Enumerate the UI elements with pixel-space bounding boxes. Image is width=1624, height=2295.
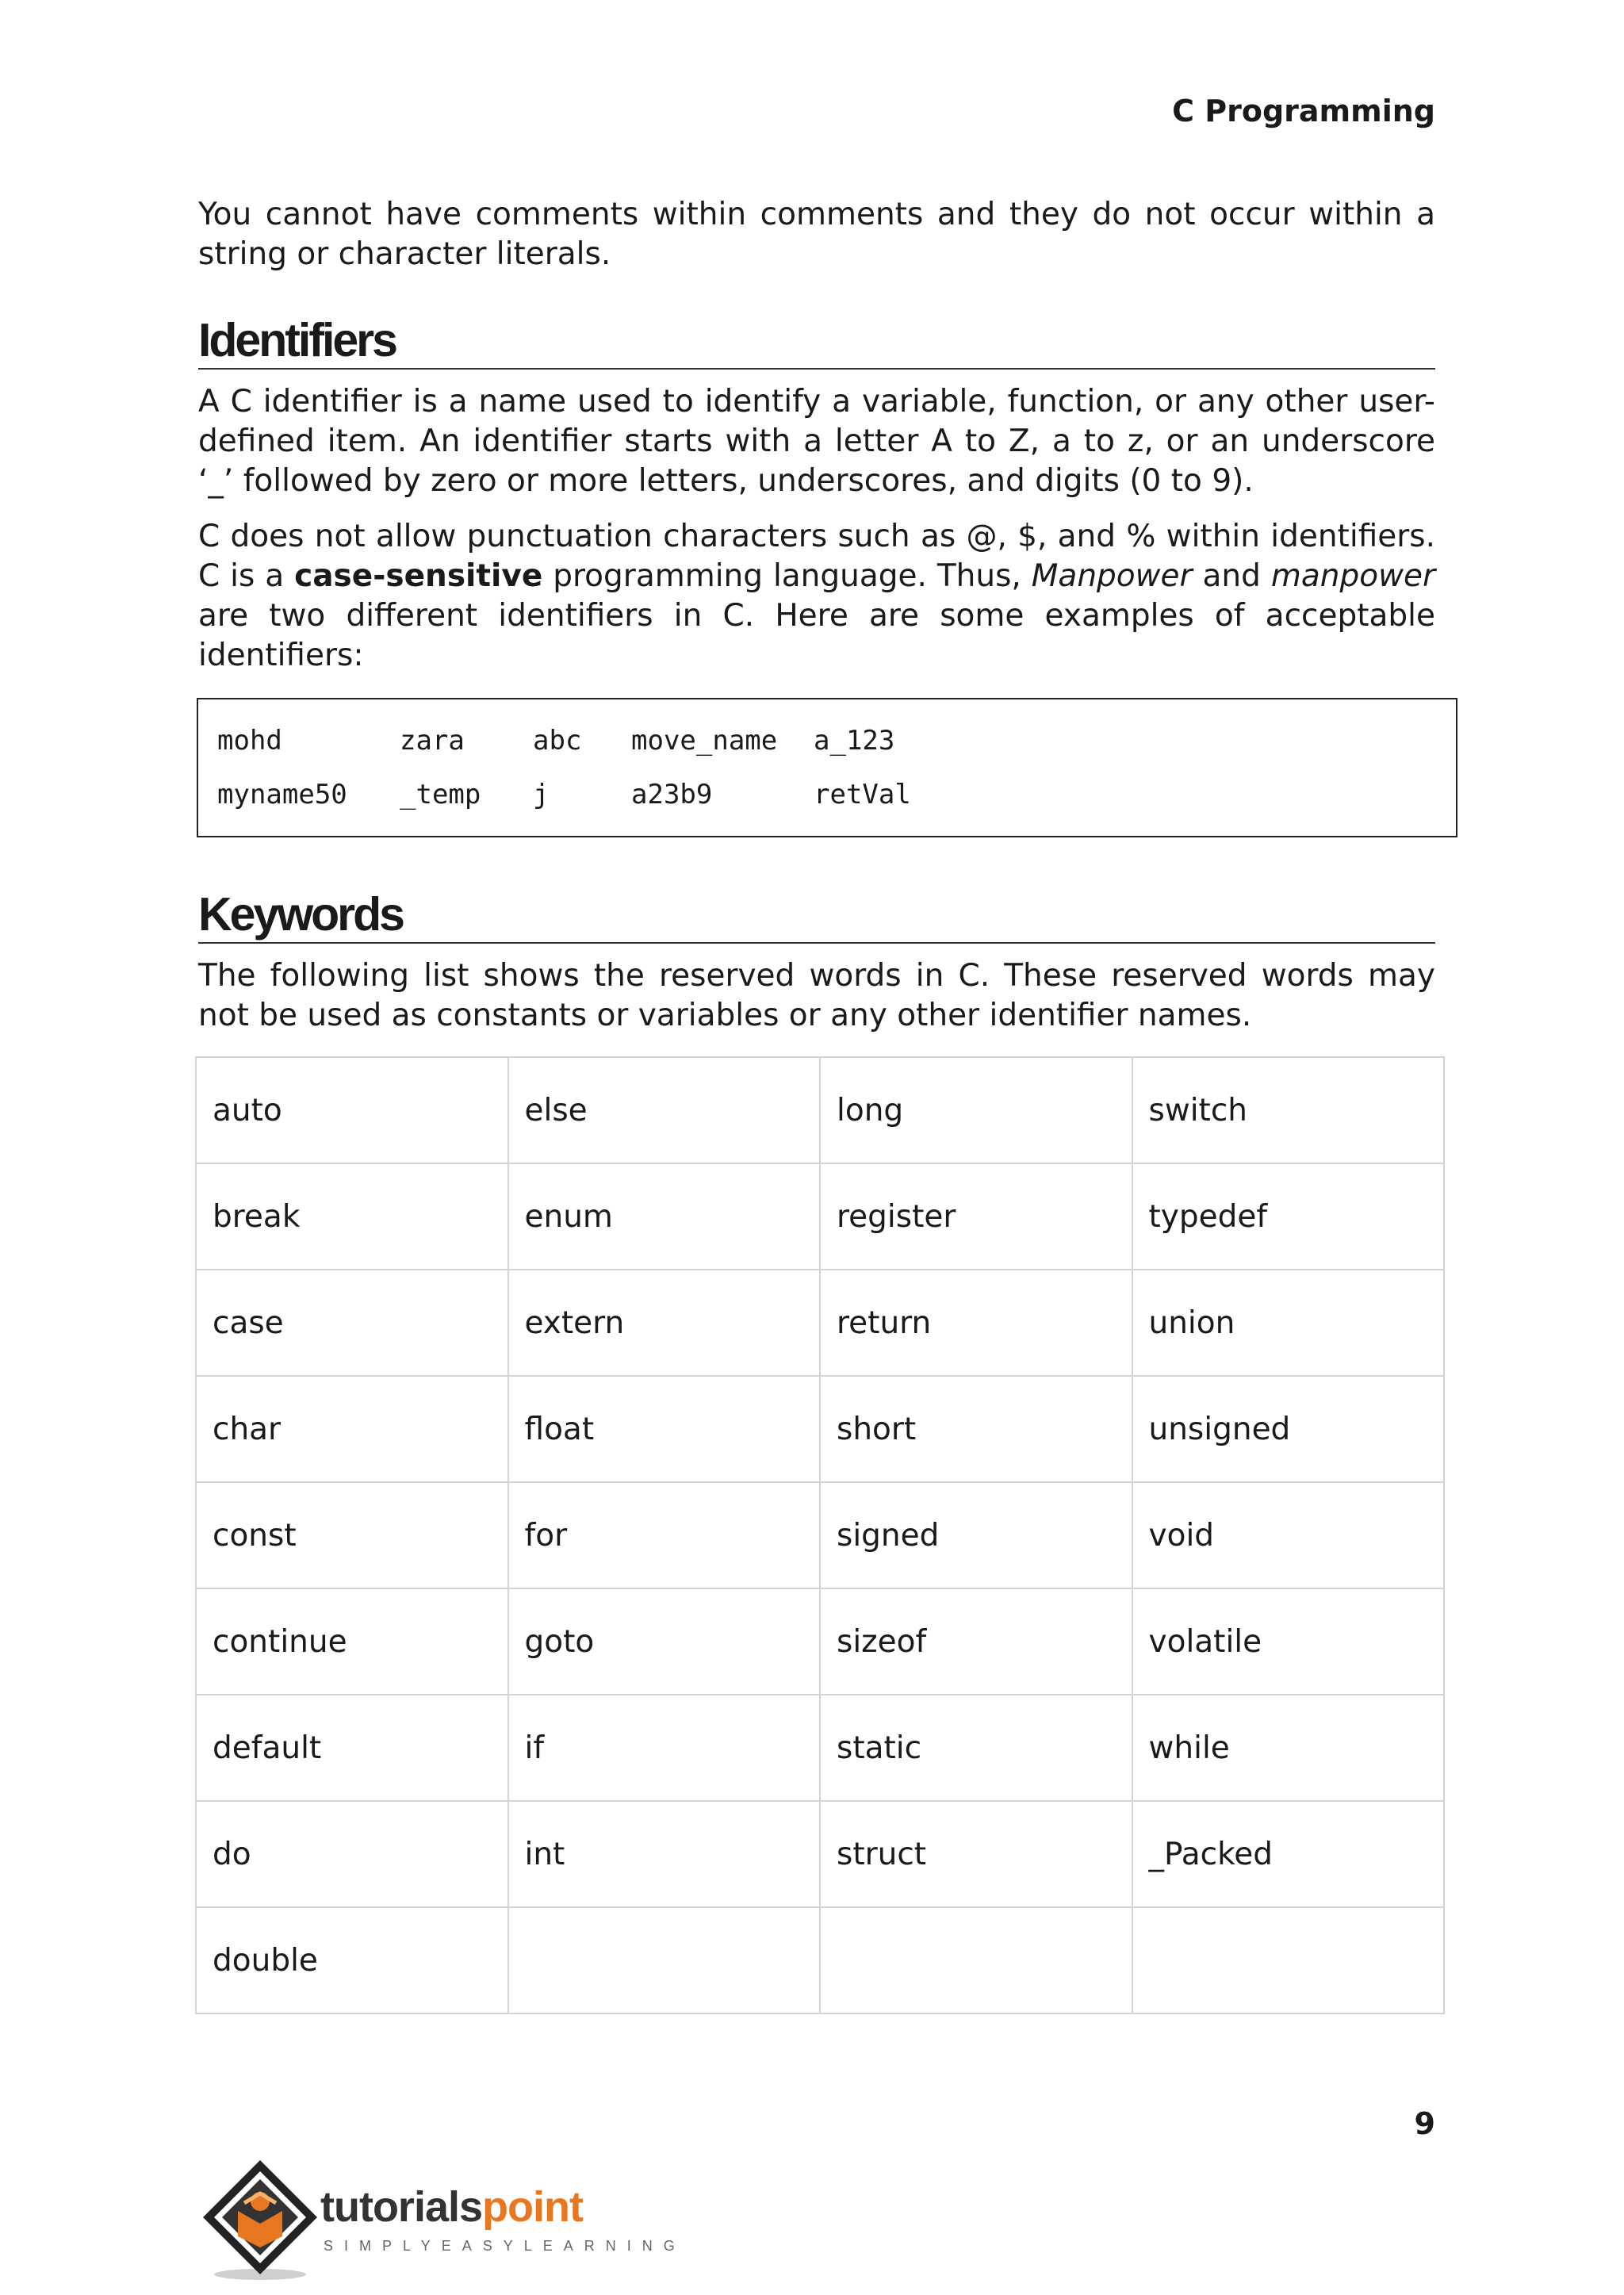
keywords-table-row — [196, 1376, 1444, 1482]
identifier-example: move_name — [631, 725, 778, 757]
page-number: 9 — [1414, 2106, 1435, 2141]
identifiers-paragraph-1: A C identifier is a name used to identify a variable, function, or any other user-defined item. An identifier starts with a letter A to Z, a to z, or an underscore ‘_’ followed by zero or more letters, underscores, and digits (0 to 9). — [198, 384, 1435, 499]
keyword-cell: for — [508, 1482, 821, 1588]
keyword-cell: volatile — [1132, 1588, 1445, 1695]
keyword-cell: do — [196, 1801, 508, 1907]
keywords-table-row — [196, 1588, 1444, 1695]
keyword-cell: register — [820, 1163, 1132, 1270]
keyword-cell: extern — [508, 1270, 821, 1376]
keywords-table-row — [196, 1482, 1444, 1588]
keyword-cell: goto — [508, 1588, 821, 1695]
identifier-example: a_123 — [814, 725, 895, 757]
para2-text-d: are two different identifiers in C. Here are some examples of acceptable identifiers: — [198, 598, 1435, 673]
keyword-cell: union — [1132, 1270, 1445, 1376]
tutorialspoint-logo — [197, 2155, 686, 2282]
keywords-table-row — [196, 1270, 1444, 1376]
keyword-cell: void — [1132, 1482, 1445, 1588]
identifier-examples-row — [217, 714, 1437, 768]
keyword-cell: typedef — [1132, 1163, 1445, 1270]
identifier-example: _temp — [400, 779, 481, 810]
intro-paragraph: You cannot have comments within comments and they do not occur within a string or character literals. — [198, 197, 1435, 272]
identifiers-paragraph-2 — [198, 517, 1435, 676]
keyword-cell: return — [820, 1270, 1132, 1376]
keyword-cell: case — [196, 1270, 508, 1376]
keyword-cell: int — [508, 1801, 821, 1907]
page-content — [198, 195, 1435, 2014]
keyword-cell: double — [196, 1907, 508, 2013]
keywords-table — [195, 1056, 1445, 2014]
manpower-term-1: Manpower — [1031, 558, 1193, 594]
keyword-cell: unsigned — [1132, 1376, 1445, 1482]
identifier-examples-row — [217, 768, 1437, 822]
keyword-cell — [508, 1907, 821, 2013]
keyword-cell: sizeof — [820, 1588, 1132, 1695]
keywords-heading: Keywords — [198, 887, 1435, 944]
keyword-cell: while — [1132, 1695, 1445, 1801]
para2-text-c: and — [1192, 558, 1271, 594]
logo-tagline: SIMPLYEASYLEARNING — [324, 2238, 686, 2254]
keyword-cell: switch — [1132, 1057, 1445, 1163]
keyword-cell: float — [508, 1376, 821, 1482]
keyword-cell: short — [820, 1376, 1132, 1482]
keyword-cell: default — [196, 1695, 508, 1801]
logo-text-tutorials: tutorials — [320, 2183, 483, 2231]
identifier-examples-box — [197, 698, 1457, 837]
keyword-cell: struct — [820, 1801, 1132, 1907]
keywords-table-row — [196, 1163, 1444, 1270]
keyword-cell: continue — [196, 1588, 508, 1695]
keyword-cell: break — [196, 1163, 508, 1270]
keyword-cell — [1132, 1907, 1445, 2013]
keywords-table-row — [196, 1057, 1444, 1163]
keywords-paragraph: The following list shows the reserved words in C. These reserved words may not be used as constants or variables or any other identifier names. — [198, 958, 1435, 1033]
keywords-table-row — [196, 1695, 1444, 1801]
keywords-table-row — [196, 1907, 1444, 2013]
logo-text-point: point — [482, 2183, 583, 2231]
identifier-example: j — [533, 779, 550, 810]
keyword-cell: enum — [508, 1163, 821, 1270]
page-header-title: C Programming — [1172, 94, 1435, 128]
identifier-example: mohd — [217, 725, 282, 757]
keyword-cell: static — [820, 1695, 1132, 1801]
identifier-example: abc — [533, 725, 582, 757]
keyword-cell: _Packed — [1132, 1801, 1445, 1907]
keyword-cell: auto — [196, 1057, 508, 1163]
identifiers-heading: Identifiers — [198, 312, 1435, 370]
identifier-example: zara — [400, 725, 465, 757]
identifier-example: myname50 — [217, 779, 347, 810]
keyword-cell: const — [196, 1482, 508, 1588]
keyword-cell: char — [196, 1376, 508, 1482]
keywords-table-row — [196, 1801, 1444, 1907]
keyword-cell: if — [508, 1695, 821, 1801]
case-sensitive-term: case-sensitive — [294, 558, 543, 594]
logo-diamond-icon — [197, 2155, 324, 2282]
keyword-cell: long — [820, 1057, 1132, 1163]
keyword-cell: else — [508, 1057, 821, 1163]
para2-text-b: programming language. Thus, — [542, 558, 1032, 594]
keyword-cell: signed — [820, 1482, 1132, 1588]
identifier-example: a23b9 — [631, 779, 713, 810]
logo-wordmark — [320, 2182, 583, 2232]
keyword-cell — [820, 1907, 1132, 2013]
identifier-example: retVal — [814, 779, 911, 810]
para2-text-a: C does not allow punctuation characters such as @, $, and % within identifiers. C is a — [198, 519, 1435, 594]
manpower-term-2: manpower — [1270, 558, 1435, 594]
